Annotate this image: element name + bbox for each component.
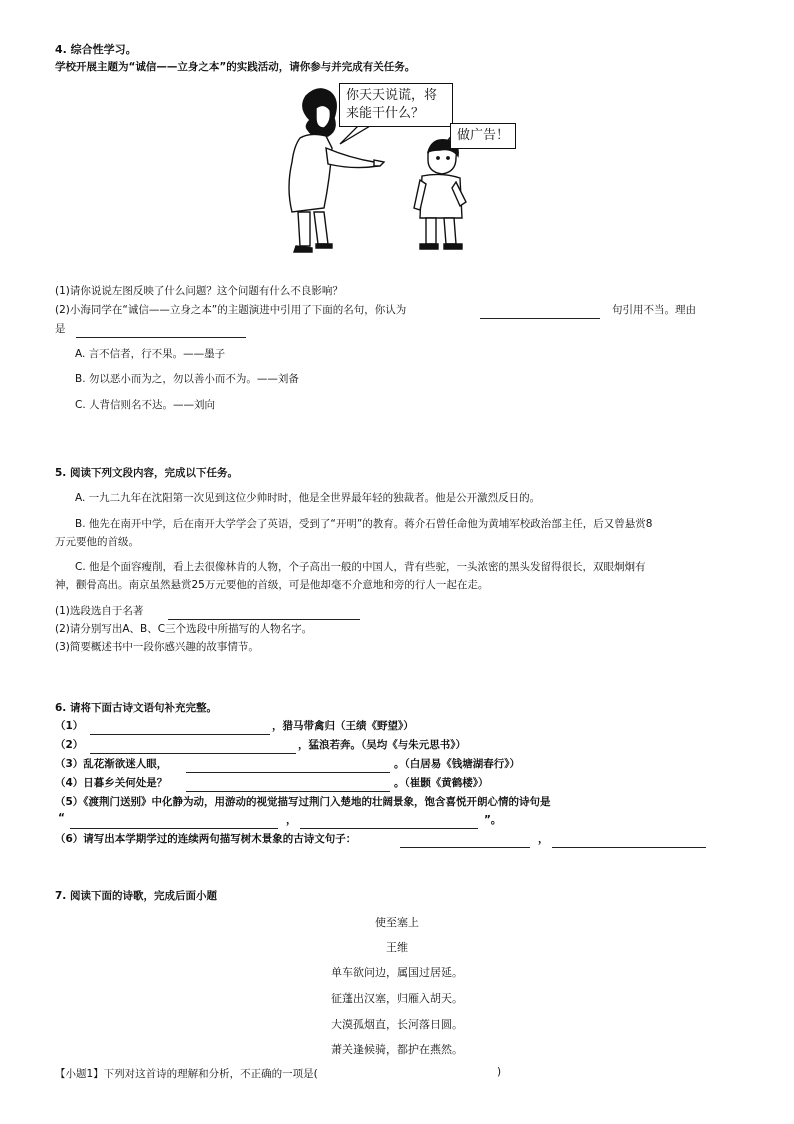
q6-line6-blank2[interactable] bbox=[552, 833, 706, 852]
q6-line6-text: （6）请写出本学期学过的连续两句描写树木景象的古诗文句子： bbox=[55, 833, 357, 845]
q4-sub2-text-end: 句引用不当。理由 bbox=[612, 304, 696, 316]
teacher-speech-line1: 你天天说谎，将 bbox=[346, 88, 438, 103]
q4-sub2-reason-label: 是 bbox=[55, 323, 66, 335]
q4-option-b: B. 勿以恶小而为之，勿以善小而不为。——刘备 bbox=[75, 373, 299, 385]
poem-line-1: 单车欲问边，属国过居延。 bbox=[331, 966, 463, 979]
teacher-speech-bubble bbox=[339, 83, 453, 127]
q5-passage-c-line1: C. 他是个面容瘦削，看上去很像林肯的人物，个子高出一般的中国人，背有些驼，一头浓密的黑头发留得很长，双眼炯炯有 bbox=[75, 561, 646, 573]
q6-line2-num: （2） bbox=[55, 739, 84, 751]
q5-sub3: (3)简要概述书中一段你感兴趣的故事情节。 bbox=[55, 641, 259, 653]
q5-passage-b-line1: B. 他先在南开中学，后在南开大学学会了英语，受到了“开明”的教育。蒋介石曾任命他为黄埔军校政治部主任，后又曾悬赏8 bbox=[75, 518, 653, 530]
q5-passage-c-line2: 神，颧骨高出。南京虽然悬赏25万元要他的首级，可是他却毫不介意地和旁的行人一起在走。 bbox=[55, 579, 489, 591]
q6-line4-text: （4）日暮乡关何处是？ bbox=[55, 777, 168, 789]
q4-sub2-answer-blank[interactable] bbox=[480, 304, 600, 323]
q6-line5-comma: ， bbox=[286, 814, 297, 826]
q4-option-a: A. 言不信者，行不果。——墨子 bbox=[75, 348, 226, 360]
q7-sub1: 【小题1】下列对这首诗的理解和分析，不正确的一项是( bbox=[55, 1068, 318, 1080]
poem-line-4: 萧关逢候骑，都护在燕然。 bbox=[331, 1043, 463, 1056]
q6-line5-text: （5）《渡荆门送别》中化静为动，用游动的视觉描写过荆门入楚地的壮阔景象，饱含喜悦开朗心情的诗句是 bbox=[55, 796, 551, 808]
q4-intro: 学校开展主题为“诚信——立身之本”的实践活动，请你参与并完成有关任务。 bbox=[55, 61, 416, 73]
q5-sub1: (1)选段选自于名著 bbox=[55, 605, 144, 617]
q6-line1-text: ，猎马带禽归（王绩《野望》） bbox=[272, 720, 414, 732]
poem-title: 使至塞上 bbox=[375, 916, 419, 929]
q7-title: 7. 阅读下面的诗歌，完成后面小题 bbox=[55, 890, 217, 902]
q6-line1-num: （1） bbox=[55, 720, 84, 732]
q6-line6-comma: ， bbox=[538, 833, 549, 845]
poem-line-2: 征蓬出汉塞，归雁入胡天。 bbox=[331, 992, 463, 1005]
q5-passage-a: A. 一九二九年在沈阳第一次见到这位少帅时时，他是全世界最年轻的独裁者。他是公开激烈反日的。 bbox=[75, 492, 541, 504]
q4-sub2-reason-blank[interactable] bbox=[76, 323, 246, 342]
q4-option-c: C. 人背信则名不达。——刘向 bbox=[75, 399, 216, 411]
q6-title: 6. 请将下面古诗文语句补充完整。 bbox=[55, 702, 217, 714]
q5-passage-b-line2: 万元要他的首级。 bbox=[55, 536, 139, 548]
q6-line1-blank[interactable] bbox=[90, 720, 270, 739]
q5-title: 5. 阅读下列文段内容，完成以下任务。 bbox=[55, 467, 238, 479]
q7-sub1-close-paren: ) bbox=[497, 1066, 502, 1078]
q6-line2-text: ，猛浪若奔。（吴均《与朱元思书》） bbox=[298, 739, 466, 751]
poem-author: 王维 bbox=[386, 941, 408, 954]
q6-line3-end: 。（白居易《钱塘湖春行》） bbox=[394, 758, 520, 770]
boy-speech-bubble: 做广告！ bbox=[450, 123, 516, 149]
q4-sub1: (1)请你说说左图反映了什么问题？这个问题有什么不良影响？ bbox=[55, 285, 343, 297]
q6-line3-blank[interactable] bbox=[186, 758, 390, 777]
teacher-speech-line2: 来能干什么？ bbox=[346, 106, 425, 121]
poem-line-3: 大漠孤烟直，长河落日圆。 bbox=[331, 1018, 463, 1031]
q4-sub2-text: (2)小海同学在“诚信——立身之本”的主题演进中引用了下面的名句，你认为 bbox=[55, 304, 407, 316]
q5-sub2: (2)请分别写出A、B、C三个选段中所描写的人物名字。 bbox=[55, 623, 313, 635]
q6-line3-text: （3）乱花渐欲迷人眼， bbox=[55, 758, 168, 770]
q6-line4-end: 。（崔颢《黄鹤楼》） bbox=[394, 777, 489, 789]
q6-line5-close-quote: ”。 bbox=[484, 814, 502, 826]
q6-line6-blank1[interactable] bbox=[400, 833, 530, 852]
q4-title: 4. 综合性学习。 bbox=[55, 43, 137, 56]
q6-line5-open-quote: “ bbox=[58, 812, 65, 824]
